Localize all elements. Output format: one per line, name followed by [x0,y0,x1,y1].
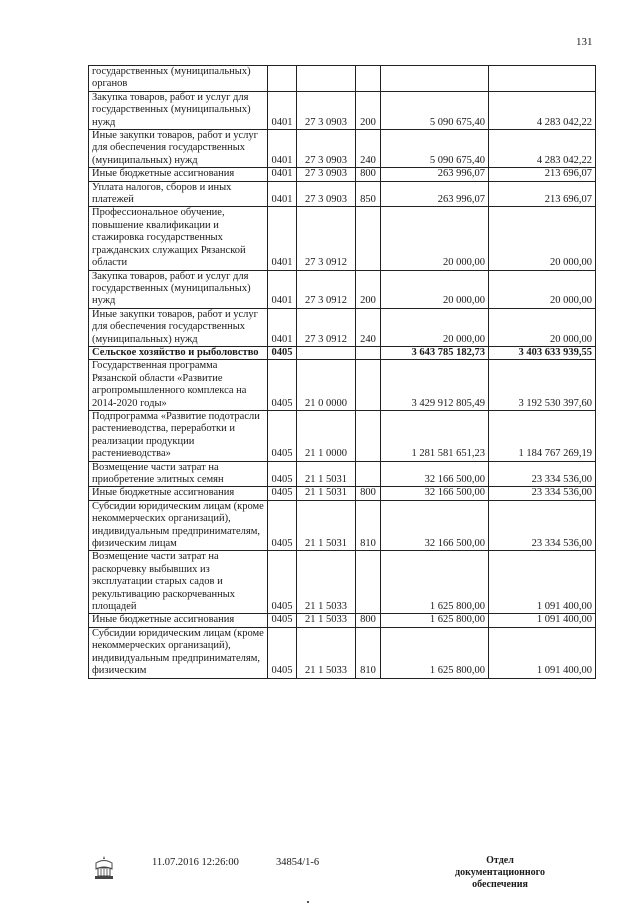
item-name-cell: Закупка товаров, работ и услуг для государственных (муниципальных) нужд [89,91,268,129]
expense-type-cell: 850 [356,181,381,207]
amount-2016-cell: 20 000,00 [381,207,489,270]
budget-table [88,65,596,679]
amount-2016-cell: 5 090 675,40 [381,130,489,168]
amount-2017-cell: 213 696,07 [489,181,596,207]
table-row [89,500,596,551]
footer-department: Отдел документационного обеспечения [455,855,545,890]
expense-type-cell: 200 [356,91,381,129]
amount-2017-cell: 1 091 400,00 [489,614,596,627]
target-article-cell: 21 1 5031 [297,461,356,487]
amount-2016-cell: 263 996,07 [381,181,489,207]
expense-type-cell: 200 [356,270,381,308]
amount-2017-cell [489,66,596,92]
item-name-cell: Государственная программа Рязанской области «Развитие агропромышленного комплекса на 2014-2020 годы» [89,360,268,411]
amount-2016-cell: 1 625 800,00 [381,551,489,614]
section-code-cell: 0401 [268,168,297,181]
target-article-cell [297,66,356,92]
section-code-cell: 0405 [268,551,297,614]
amount-2017-cell: 1 184 767 269,19 [489,410,596,461]
section-code-cell: 0405 [268,487,297,500]
amount-2017-cell: 1 091 400,00 [489,551,596,614]
amount-2017-cell: 3 192 530 397,60 [489,360,596,411]
target-article-cell: 27 3 0903 [297,181,356,207]
amount-2016-cell: 32 166 500,00 [381,487,489,500]
table-row [89,461,596,487]
amount-2016-cell: 3 429 912 805,49 [381,360,489,411]
section-code-cell: 0401 [268,207,297,270]
item-name-cell: Субсидии юридическим лицам (кроме некоммерческих организаций), индивидуальным предпринимателям, физическим лицам [89,500,268,551]
page-number: 131 [576,36,593,48]
table-row [89,270,596,308]
amount-2017-cell: 1 091 400,00 [489,627,596,678]
amount-2016-cell: 20 000,00 [381,270,489,308]
section-code-cell [268,66,297,92]
expense-type-cell [356,66,381,92]
section-code-cell: 0401 [268,181,297,207]
amount-2016-cell: 1 281 581 651,23 [381,410,489,461]
expense-type-cell: 800 [356,168,381,181]
item-name-cell: Субсидии юридическим лицам (кроме некоммерческих организаций), индивидуальным предпринимателям, физическим [89,627,268,678]
item-name-cell: Уплата налогов, сборов и иных платежей [89,181,268,207]
item-name-cell: Сельское хозяйство и рыболовство [89,346,268,359]
target-article-cell: 21 0 0000 [297,360,356,411]
section-code-cell: 0401 [268,91,297,129]
item-name-cell: Закупка товаров, работ и услуг для государственных (муниципальных) нужд [89,270,268,308]
expense-type-cell [356,360,381,411]
target-article-cell: 21 1 5031 [297,500,356,551]
table-row [89,551,596,614]
table-row [89,487,596,500]
expense-type-cell [356,207,381,270]
table-row [89,360,596,411]
amount-2017-cell: 4 283 042,22 [489,91,596,129]
section-code-cell: 0405 [268,614,297,627]
footer-document-id: 34854/1-6 [276,857,320,868]
expense-type-cell: 800 [356,487,381,500]
amount-2016-cell: 3 643 785 182,73 [381,346,489,359]
target-article-cell: 27 3 0903 [297,168,356,181]
amount-2017-cell: 23 334 536,00 [489,487,596,500]
coat-of-arms-icon [93,855,115,881]
amount-2017-cell: 213 696,07 [489,168,596,181]
table-row [89,308,596,346]
item-name-cell: Иные бюджетные ассигнования [89,168,268,181]
table-row [89,66,596,92]
target-article-cell: 21 1 5033 [297,551,356,614]
amount-2017-cell: 23 334 536,00 [489,500,596,551]
footer-timestamp: 11.07.2016 12:26:00 [152,857,239,868]
table-row [89,207,596,270]
table-row [89,181,596,207]
amount-2017-cell: 3 403 633 939,55 [489,346,596,359]
amount-2017-cell: 4 283 042,22 [489,130,596,168]
section-code-cell: 0401 [268,130,297,168]
amount-2016-cell: 32 166 500,00 [381,461,489,487]
item-name-cell: Иные бюджетные ассигнования [89,614,268,627]
target-article-cell [297,346,356,359]
item-name-cell: Возмещение части затрат на приобретение элитных семян [89,461,268,487]
section-code-cell: 0405 [268,410,297,461]
table-row [89,614,596,627]
scan-dot [307,901,309,903]
expense-type-cell: 810 [356,627,381,678]
table-row [89,168,596,181]
footer [0,853,640,903]
table-row [89,91,596,129]
target-article-cell: 27 3 0903 [297,91,356,129]
expense-type-cell [356,410,381,461]
expense-type-cell: 810 [356,500,381,551]
amount-2016-cell: 1 625 800,00 [381,627,489,678]
table-row [89,627,596,678]
amount-2016-cell: 32 166 500,00 [381,500,489,551]
expense-type-cell [356,346,381,359]
expense-type-cell [356,461,381,487]
target-article-cell: 27 3 0912 [297,270,356,308]
amount-2017-cell: 20 000,00 [489,308,596,346]
item-name-cell: Иные бюджетные ассигнования [89,487,268,500]
section-code-cell: 0405 [268,461,297,487]
amount-2017-cell: 20 000,00 [489,270,596,308]
amount-2016-cell [381,66,489,92]
table-row [89,346,596,359]
expense-type-cell [356,551,381,614]
item-name-cell: Подпрограмма «Развитие подотрасли растениеводства, переработки и реализации продукции растениеводства» [89,410,268,461]
amount-2016-cell: 5 090 675,40 [381,91,489,129]
target-article-cell: 21 1 5031 [297,487,356,500]
item-name-cell: Профессиональное обучение, повышение квалификации и стажировка государственных гражданских служащих Рязанской области [89,207,268,270]
item-name-cell: Иные закупки товаров, работ и услуг для обеспечения государственных (муниципальных) нужд [89,308,268,346]
amount-2016-cell: 20 000,00 [381,308,489,346]
target-article-cell: 27 3 0903 [297,130,356,168]
section-code-cell: 0401 [268,270,297,308]
item-name-cell: государственных (муниципальных) органов [89,66,268,92]
budget-table-body [89,66,596,679]
section-code-cell: 0405 [268,627,297,678]
table-row [89,410,596,461]
section-code-cell: 0401 [268,308,297,346]
item-name-cell: Иные закупки товаров, работ и услуг для обеспечения государственных (муниципальных) нужд [89,130,268,168]
table-row [89,130,596,168]
amount-2016-cell: 263 996,07 [381,168,489,181]
expense-type-cell: 240 [356,130,381,168]
expense-type-cell: 240 [356,308,381,346]
section-code-cell: 0405 [268,500,297,551]
amount-2017-cell: 23 334 536,00 [489,461,596,487]
target-article-cell: 21 1 0000 [297,410,356,461]
item-name-cell: Возмещение части затрат на раскорчевку выбывших из эксплуатации старых садов и рекультивацию раскорчеванных площадей [89,551,268,614]
amount-2017-cell: 20 000,00 [489,207,596,270]
target-article-cell: 21 1 5033 [297,614,356,627]
amount-2016-cell: 1 625 800,00 [381,614,489,627]
target-article-cell: 27 3 0912 [297,308,356,346]
target-article-cell: 27 3 0912 [297,207,356,270]
section-code-cell: 0405 [268,360,297,411]
target-article-cell: 21 1 5033 [297,627,356,678]
expense-type-cell: 800 [356,614,381,627]
section-code-cell: 0405 [268,346,297,359]
